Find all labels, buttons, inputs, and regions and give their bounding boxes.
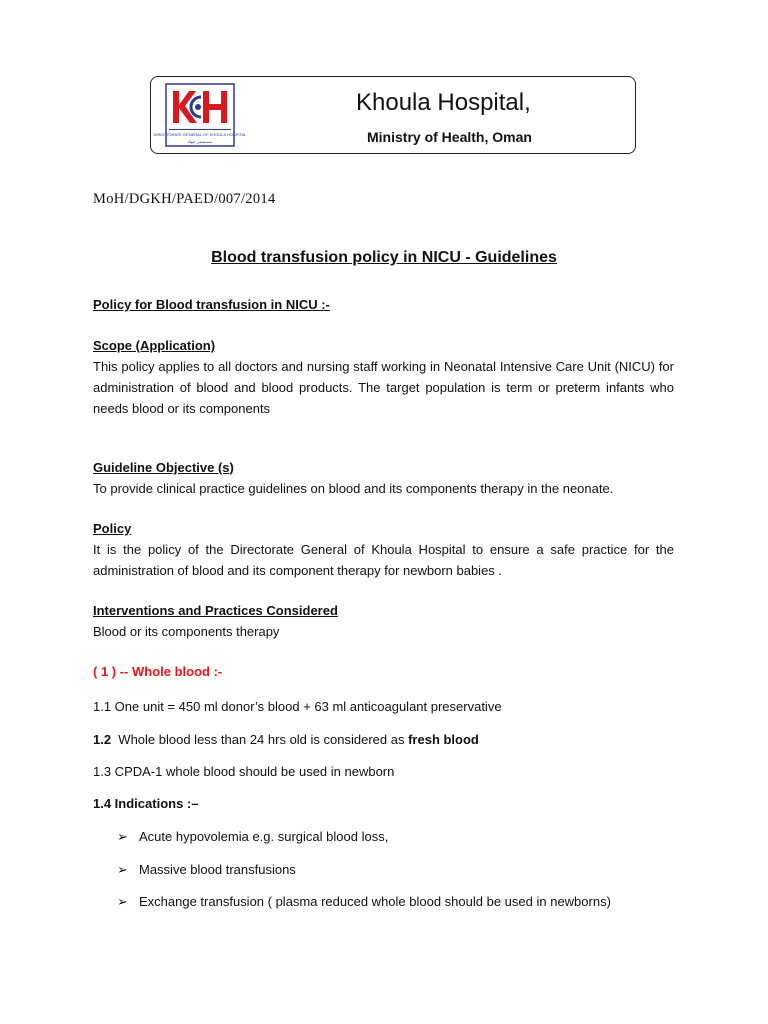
interventions-section — [93, 600, 674, 642]
arrow-bullet-icon: ➢ — [117, 829, 128, 844]
interventions-text: Blood or its components therapy — [93, 624, 280, 639]
policy-section — [93, 518, 674, 581]
svg-text:DIRECTORATE GENERAL OF KHOULA: DIRECTORATE GENERAL OF KHOULA HOSPITAL — [153, 132, 247, 137]
document-code: MoH/DGKH/PAED/007/2014 — [93, 191, 276, 207]
item-1-2-bold: fresh blood — [408, 732, 479, 747]
item-1-3: 1.3 CPDA-1 whole blood should be used in newborn — [93, 764, 395, 779]
item-1-2-text: Whole blood less than 24 hrs old is considered as — [111, 732, 409, 747]
objective-heading: Guideline Objective (s) — [93, 460, 234, 475]
policy-subheading: Policy — [93, 521, 132, 536]
item-1-1: 1.1 One unit = 450 ml donor’s blood + 63 ml anticoagulant preservative — [93, 699, 502, 714]
indication-bullet: ➢ Exchange transfusion ( plasma reduced whole blood should be used in newborns) — [117, 891, 611, 912]
objective-section — [93, 457, 674, 499]
ministry-name: Ministry of Health, Oman — [367, 129, 532, 145]
indication-bullet: ➢ Acute hypovolemia e.g. surgical blood loss, — [117, 826, 388, 847]
item-1-4: 1.4 Indications :– — [93, 796, 199, 811]
arrow-bullet-icon: ➢ — [117, 862, 128, 877]
scope-heading: Scope (Application) — [93, 338, 216, 353]
hospital-logo — [153, 83, 247, 147]
item-1-2-number: 1.2 — [93, 732, 112, 747]
hospital-name: Khoula Hospital, — [356, 89, 531, 116]
arrow-bullet-icon: ➢ — [117, 894, 128, 909]
section-1-heading: ( 1 ) -- Whole blood :- — [93, 664, 223, 679]
item-1-2 — [93, 729, 674, 750]
objective-text: To provide clinical practice guidelines on blood and its components therapy in the neonate. — [93, 481, 614, 496]
interventions-heading: Interventions and Practices Considered — [93, 603, 338, 618]
policy-text: It is the policy of the Directorate General of Khoula Hospital to ensure a safe practice for the administration of blood and its component therapy for newborn babies . — [93, 542, 674, 578]
scope-text: This policy applies to all doctors and nursing staff working in Neonatal Intensive Care Unit (NICU) for administration of blood and blood products. The target population is term or preterm infants who needs blood or its components — [93, 359, 674, 416]
header-box — [150, 76, 636, 154]
policy-heading: Policy for Blood transfusion in NICU :- — [93, 297, 330, 312]
svg-text:مستشفى خولة: مستشفى خولة — [187, 139, 213, 144]
scope-section — [93, 335, 674, 419]
indication-bullet: ➢ Massive blood transfusions — [117, 859, 296, 880]
document-title: Blood transfusion policy in NICU - Guidelines — [211, 249, 557, 266]
